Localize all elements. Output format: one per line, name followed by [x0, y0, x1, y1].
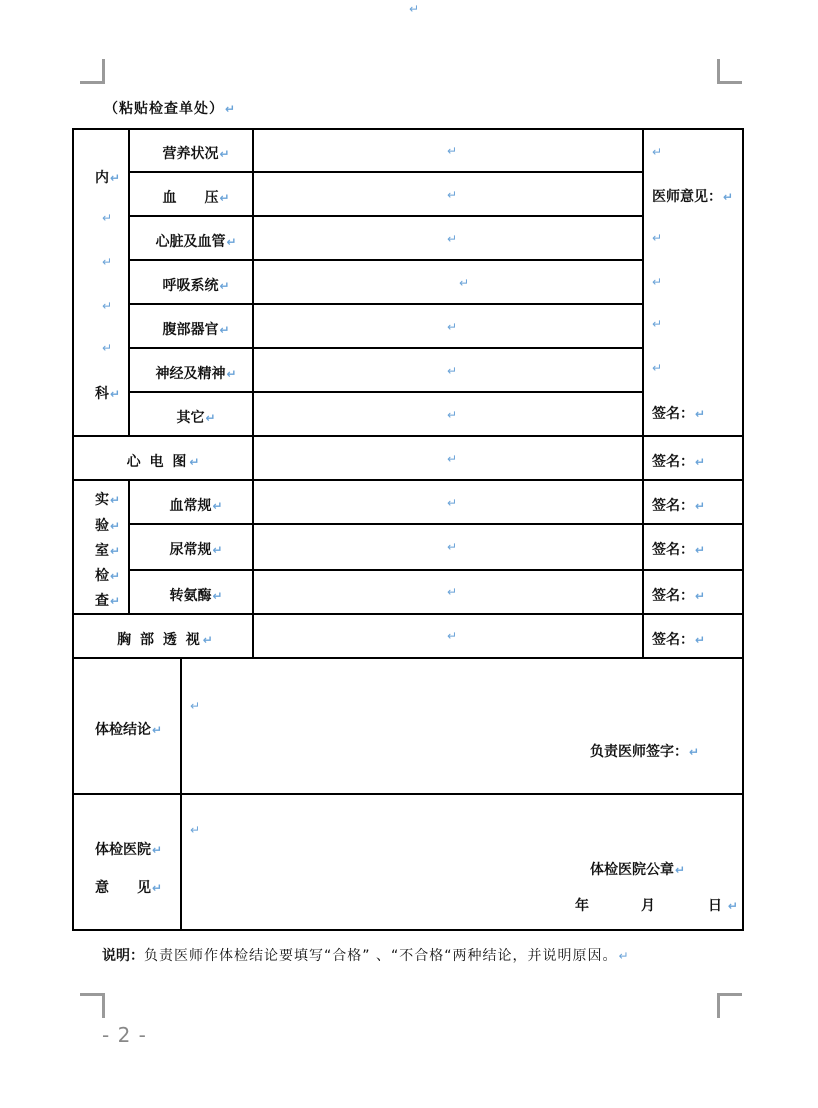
ecg-label: 心 电 图↵ [126, 454, 202, 470]
date-year-label: 年 [575, 898, 589, 914]
paragraph-mark-icon: ↵ [110, 519, 121, 533]
signature-field[interactable]: 签名：↵ [652, 542, 706, 558]
result-field[interactable]: ↵ [447, 629, 458, 643]
paragraph-mark-icon: ↵ [723, 190, 734, 204]
lab-label: 查↵ [95, 593, 121, 609]
paragraph-mark-icon: ↵ [652, 145, 663, 159]
exam-item-label: 血 压↵ [162, 190, 230, 206]
paragraph-mark-icon: ↵ [152, 881, 163, 895]
signature-field[interactable]: 签名：↵ [652, 406, 706, 422]
crop-mark-bottom-right [717, 993, 742, 1018]
exam-item-label: 其它↵ [176, 410, 216, 426]
paragraph-mark-icon: ↵ [102, 341, 113, 355]
paste-area-label: （粘贴检查单处）↵ [104, 101, 237, 117]
paragraph-mark-icon: ↵ [695, 543, 706, 557]
paragraph-mark-icon: ↵ [695, 589, 706, 603]
signature-field[interactable]: 签名：↵ [652, 454, 706, 470]
grid-line [642, 128, 644, 659]
lab-label: 验↵ [95, 518, 121, 534]
result-field[interactable]: ↵ [447, 452, 458, 466]
exam-item-label: 营养状况↵ [162, 146, 230, 162]
grid-line [180, 657, 182, 931]
lab-label: 室↵ [95, 543, 121, 559]
paragraph-mark-icon: ↵ [212, 499, 223, 513]
paragraph-mark-icon: ↵ [152, 843, 163, 857]
paragraph-mark-icon: ↵ [102, 299, 113, 313]
result-field[interactable]: ↵ [447, 585, 458, 599]
grid-line [128, 523, 744, 525]
result-field[interactable]: ↵ [447, 496, 458, 510]
result-field[interactable]: ↵ [447, 364, 458, 378]
paragraph-mark-icon: ↵ [695, 455, 706, 469]
result-field[interactable]: ↵ [447, 540, 458, 554]
paragraph-mark-icon: ↵ [695, 633, 706, 647]
crop-mark-top-left [80, 59, 105, 84]
result-field[interactable]: ↵ [447, 232, 458, 246]
exam-item-label: 呼吸系统↵ [162, 278, 230, 294]
grid-line [128, 128, 130, 437]
exam-item-label: 心脏及血管↵ [155, 234, 237, 250]
hospital-seal-label: 体检医院公章↵ [590, 862, 686, 878]
chest-xray-label: 胸 部 透 视↵ [117, 632, 215, 648]
exam-item-label: 神经及精神↵ [155, 366, 237, 382]
paragraph-mark-icon: ↵ [226, 235, 237, 249]
conclusion-label: 体检结论↵ [95, 722, 163, 738]
grid-line [128, 347, 644, 349]
signature-field[interactable]: 签名：↵ [652, 588, 706, 604]
paragraph-mark-icon: ↵ [110, 594, 121, 608]
paragraph-mark-icon: ↵ [695, 499, 706, 513]
grid-line [252, 128, 254, 659]
crop-mark-top-right [717, 59, 742, 84]
lab-label: 检↵ [95, 568, 121, 584]
grid-line [128, 171, 644, 173]
paragraph-mark-icon: ↵ [226, 367, 237, 381]
instructions-note: 说明：负责医师作体检结论要填写“合格” 、“不合格“两种结论，并说明原因。↵ [102, 948, 629, 964]
paragraph-mark-icon: ↵ [675, 863, 686, 877]
paragraph-mark-icon: ↵ [689, 745, 700, 759]
grid-line [128, 479, 130, 615]
paragraph-mark-icon: ↵ [152, 723, 163, 737]
paragraph-mark-icon: ↵ [727, 899, 738, 913]
exam-item-label: 血常规↵ [169, 498, 223, 514]
grid-line [128, 303, 644, 305]
paragraph-mark-icon: ↵ [212, 543, 223, 557]
crop-mark-bottom-left [80, 993, 105, 1018]
paragraph-mark-icon: ↵ [202, 633, 215, 647]
internal-medicine-label: 科↵ [95, 386, 121, 402]
paragraph-mark-icon: ↵ [652, 231, 663, 245]
result-field[interactable]: ↵ [459, 276, 470, 290]
paragraph-mark-icon: ↵ [618, 949, 629, 963]
grid-line [72, 793, 744, 795]
result-field[interactable]: ↵ [447, 188, 458, 202]
paragraph-mark-icon: ↵ [110, 171, 121, 185]
paragraph-mark-icon: ↵ [212, 589, 223, 603]
paragraph-mark-icon: ↵ [695, 407, 706, 421]
paragraph-mark-icon: ↵ [102, 255, 113, 269]
exam-item-label: 尿常规↵ [169, 542, 223, 558]
doctor-opinion-label: 医师意见：↵ [652, 189, 734, 205]
hospital-opinion-label: 意 见↵ [95, 880, 163, 896]
result-field[interactable]: ↵ [447, 408, 458, 422]
paragraph-mark-icon: ↵ [102, 211, 113, 225]
paragraph-mark-icon: ↵ [219, 147, 230, 161]
paragraph-mark-icon: ↵ [205, 411, 216, 425]
result-field[interactable]: ↵ [447, 144, 458, 158]
paragraph-mark-icon: ↵ [189, 455, 202, 469]
hospital-opinion-field[interactable]: ↵ [190, 823, 201, 837]
paragraph-mark-icon: ↵ [219, 323, 230, 337]
signature-field[interactable]: 签名：↵ [652, 498, 706, 514]
grid-line [128, 569, 744, 571]
paragraph-mark-icon: ↵ [110, 569, 121, 583]
paragraph-mark-icon: ↵ [652, 317, 663, 331]
paragraph-mark-icon: ↵ [409, 2, 420, 16]
paragraph-mark-icon: ↵ [219, 191, 230, 205]
grid-line [128, 215, 644, 217]
paragraph-mark-icon: ↵ [652, 361, 663, 375]
grid-line [128, 391, 644, 393]
paragraph-mark-icon: ↵ [110, 387, 121, 401]
exam-item-label: 腹部器官↵ [162, 322, 230, 338]
paragraph-mark-icon: ↵ [225, 102, 237, 116]
paragraph-mark-icon: ↵ [652, 275, 663, 289]
hospital-opinion-label: 体检医院↵ [95, 842, 163, 858]
signature-field[interactable]: 签名：↵ [652, 632, 706, 648]
date-month-label: 月 [641, 898, 655, 914]
internal-medicine-label: 内↵ [95, 170, 121, 186]
page-number: - 2 - [102, 1023, 147, 1047]
exam-item-label: 转氨酶↵ [169, 588, 223, 604]
grid-line [128, 259, 644, 261]
date-day-label: 日 ↵ [708, 898, 738, 914]
conclusion-field[interactable]: ↵ [190, 699, 201, 713]
paragraph-mark-icon: ↵ [219, 279, 230, 293]
result-field[interactable]: ↵ [447, 320, 458, 334]
paragraph-mark-icon: ↵ [110, 493, 121, 507]
lab-label: 实↵ [95, 492, 121, 508]
paragraph-mark-icon: ↵ [110, 544, 121, 558]
doctor-signature-field[interactable]: 负责医师签字：↵ [590, 744, 700, 760]
